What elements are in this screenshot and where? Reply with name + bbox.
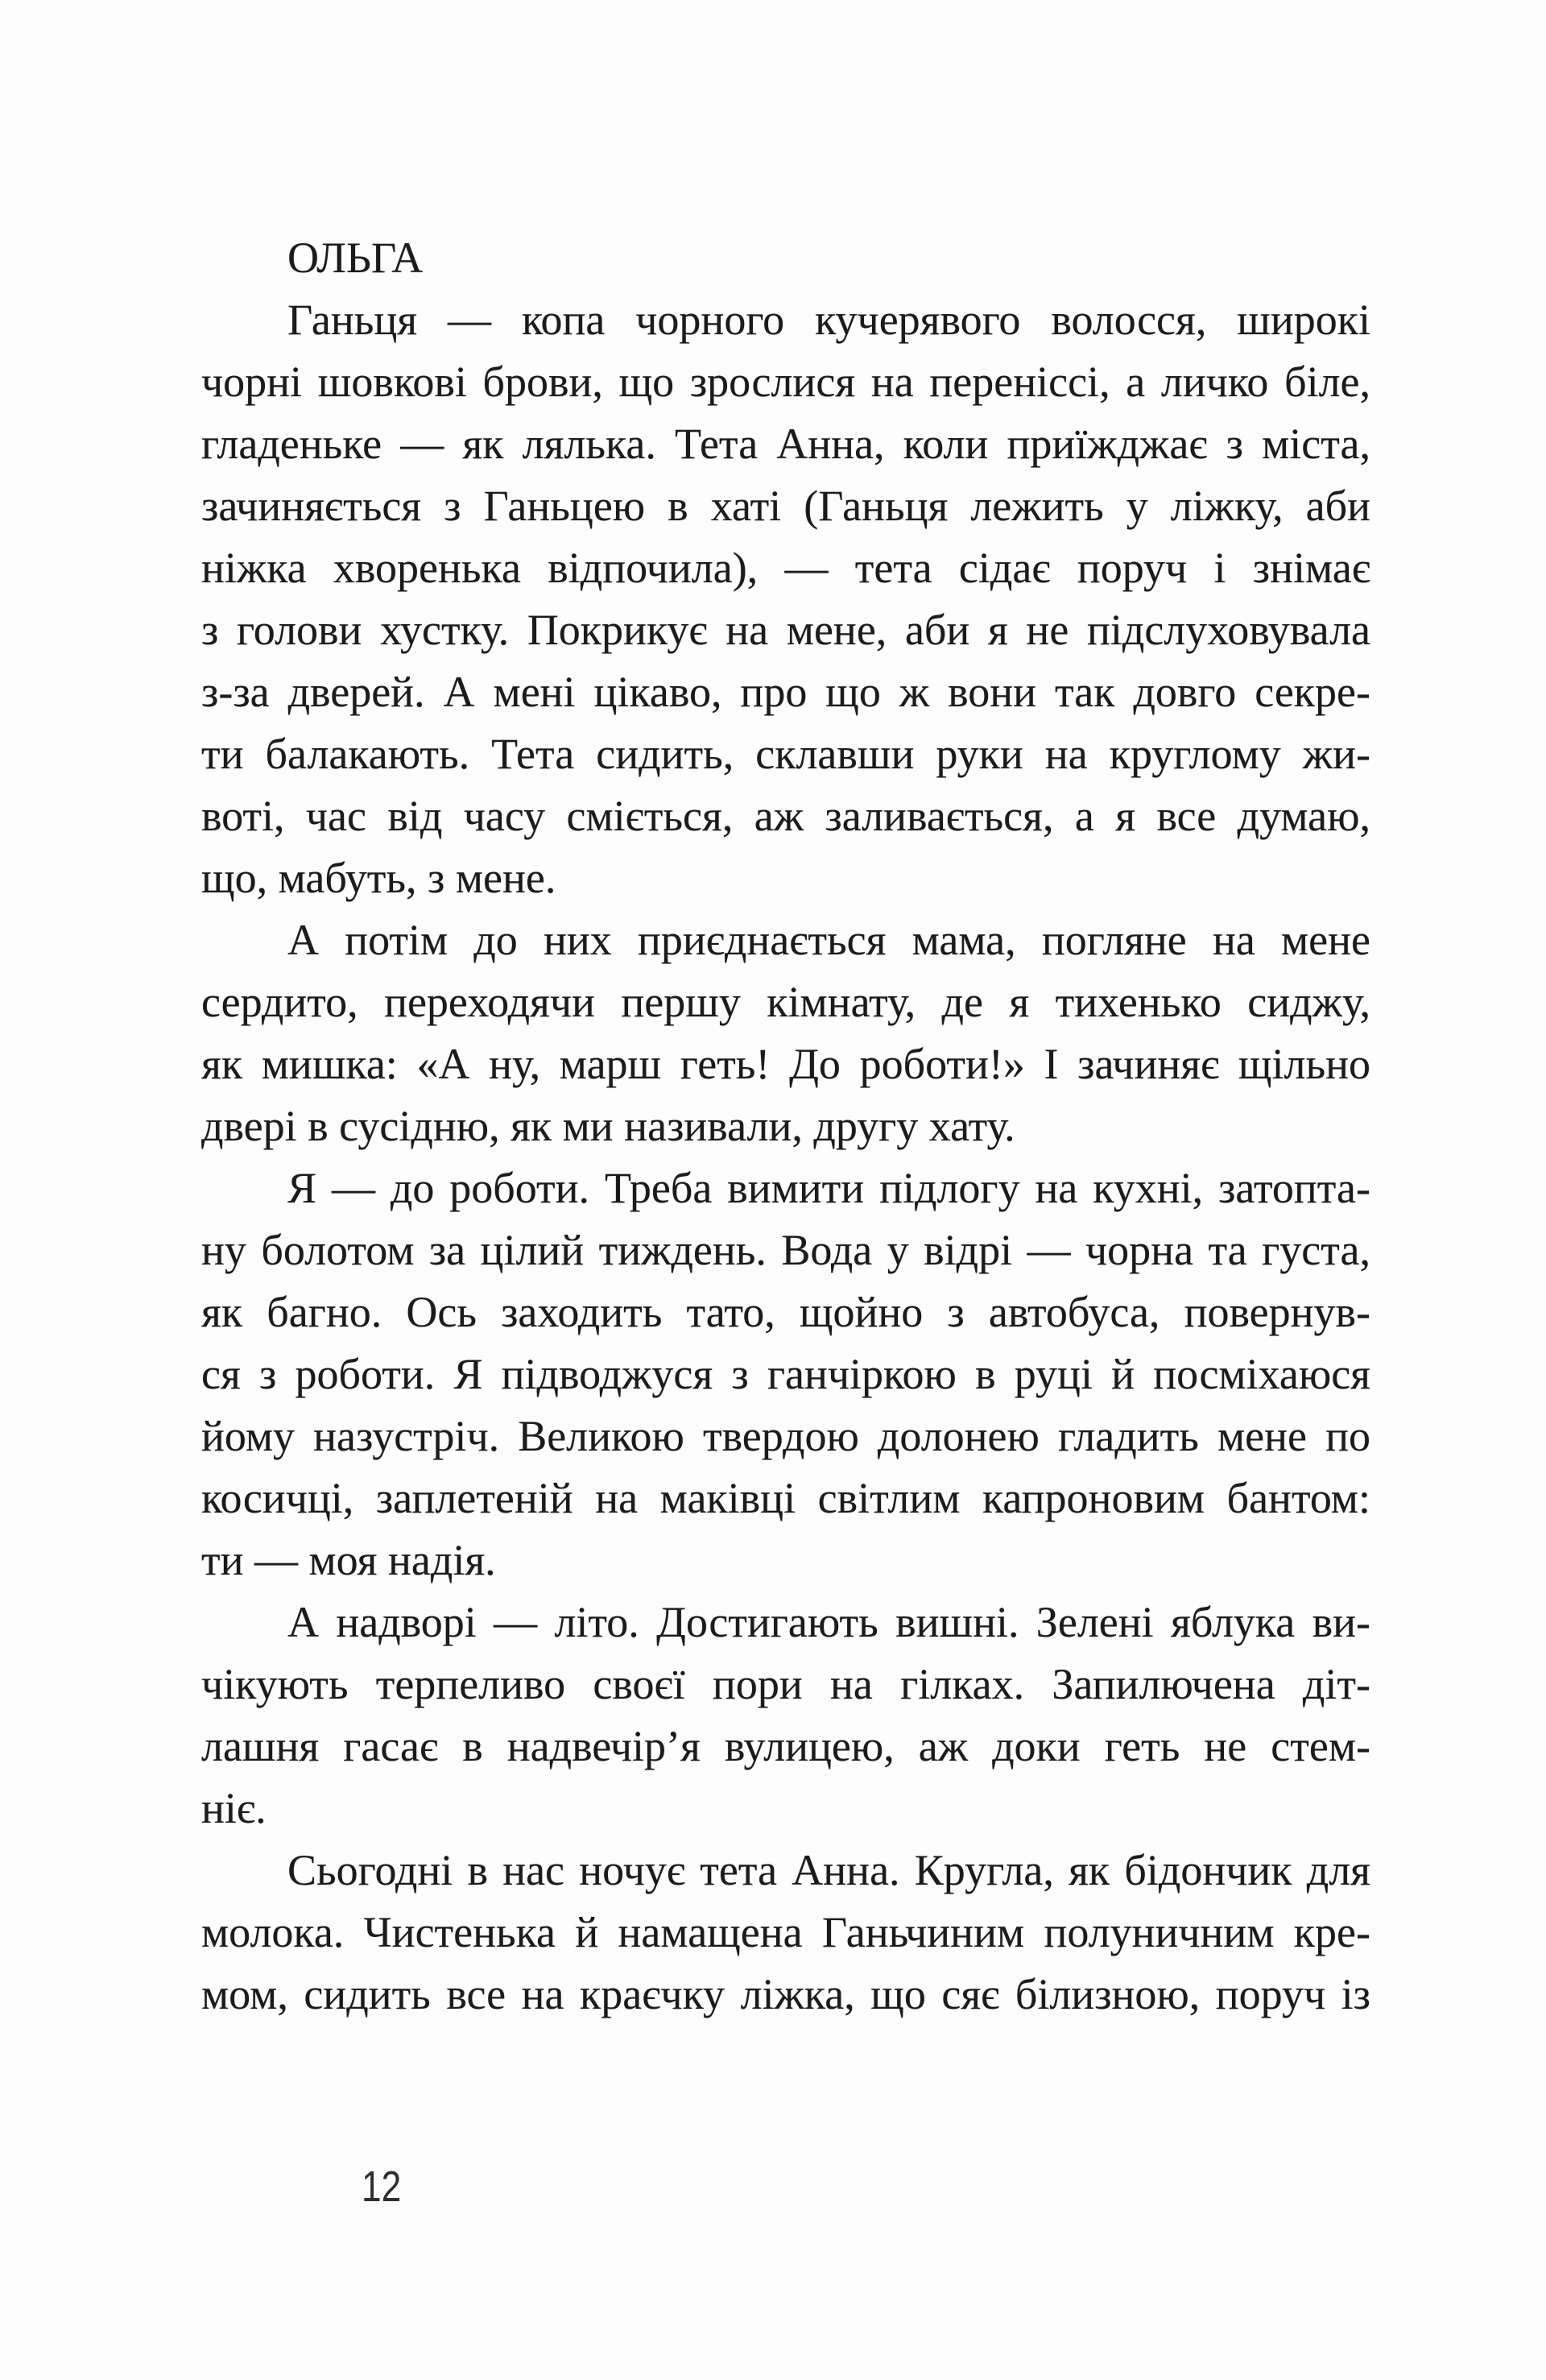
text-line: ніє. <box>201 1784 267 1832</box>
text-line: що, мабуть, з мене. <box>201 854 556 902</box>
text-line: молока. Чистенька й намащена Ганьчиним полуничним кре- <box>201 1908 1370 1956</box>
text-line: сердито, переходячи першу кімнату, де я тихенько сиджу, <box>201 978 1370 1026</box>
text-line: А надворі — літо. Достигають вишні. Зелені яблука ви- <box>287 1598 1370 1646</box>
text-line: ти — моя надія. <box>201 1536 496 1584</box>
text-line: ніжка хворенька відпочила), — тета сідає поруч і знімає <box>201 544 1370 592</box>
text-line: лашня гасає в надвечір’я вулицею, аж доки геть не стем- <box>201 1722 1370 1770</box>
page-number-label: 12 <box>362 2163 402 2211</box>
text-line: воті, час від часу сміється, аж заливається, а я все думаю, <box>201 792 1370 840</box>
text-line: Сьогодні в нас ночує тета Анна. Кругла, як бідончик для <box>287 1846 1370 1894</box>
paragraphs-container <box>201 289 1370 2026</box>
text-line: гладеньке — як лялька. Тета Анна, коли приїжджає з міста, <box>201 420 1370 468</box>
text-line: зачиняється з Ганьцею в хаті (Ганьця лежить у ліжку, аби <box>201 482 1370 530</box>
text-line: ся з роботи. Я підводжуся з ганчіркою в руці й посміхаюся <box>201 1350 1370 1398</box>
text-line: чорні шовкові брови, що зрослися на переніссі, а личко біле, <box>201 358 1370 406</box>
text-line: як багно. Ось заходить тато, щойно з автобуса, повернув- <box>201 1288 1370 1336</box>
chapter-title: ОЛЬГА <box>287 234 424 282</box>
text-line: двері в сусідню, як ми називали, другу хату. <box>201 1102 1015 1150</box>
text-line: мом, сидить все на краєчку ліжка, що сяє білизною, поруч із <box>201 1970 1370 2018</box>
text-line: як мишка: «А ну, марш геть! До роботи!» І зачиняє щільно <box>201 1040 1370 1088</box>
text-line: А потім до них приєднається мама, погляне на мене <box>287 916 1370 964</box>
text-line: Я — до роботи. Треба вимити підлогу на кухні, затопта- <box>287 1164 1370 1212</box>
text-line: Ганьця — копа чорного кучерявого волосся, широкі <box>287 296 1370 344</box>
text-line: з голови хустку. Покрикує на мене, аби я не підслуховувала <box>201 606 1370 654</box>
text-line: чікують терпеливо своєї пори на гілках. Запилючена діт- <box>201 1660 1370 1708</box>
text-line: ну болотом за цілий тиждень. Вода у відрі — чорна та густа, <box>201 1226 1370 1274</box>
text-line: йому назустріч. Великою твердою долонею гладить мене по <box>201 1412 1370 1460</box>
text-block <box>201 227 1370 2026</box>
text-line: ти балакають. Тета сидить, склавши руки на круглому жи- <box>201 730 1370 778</box>
text-line: з-за дверей. А мені цікаво, про що ж вони так довго секре- <box>201 668 1370 716</box>
text-line: косичці, заплетеній на маківці світлим капроновим бантом: <box>201 1474 1370 1522</box>
